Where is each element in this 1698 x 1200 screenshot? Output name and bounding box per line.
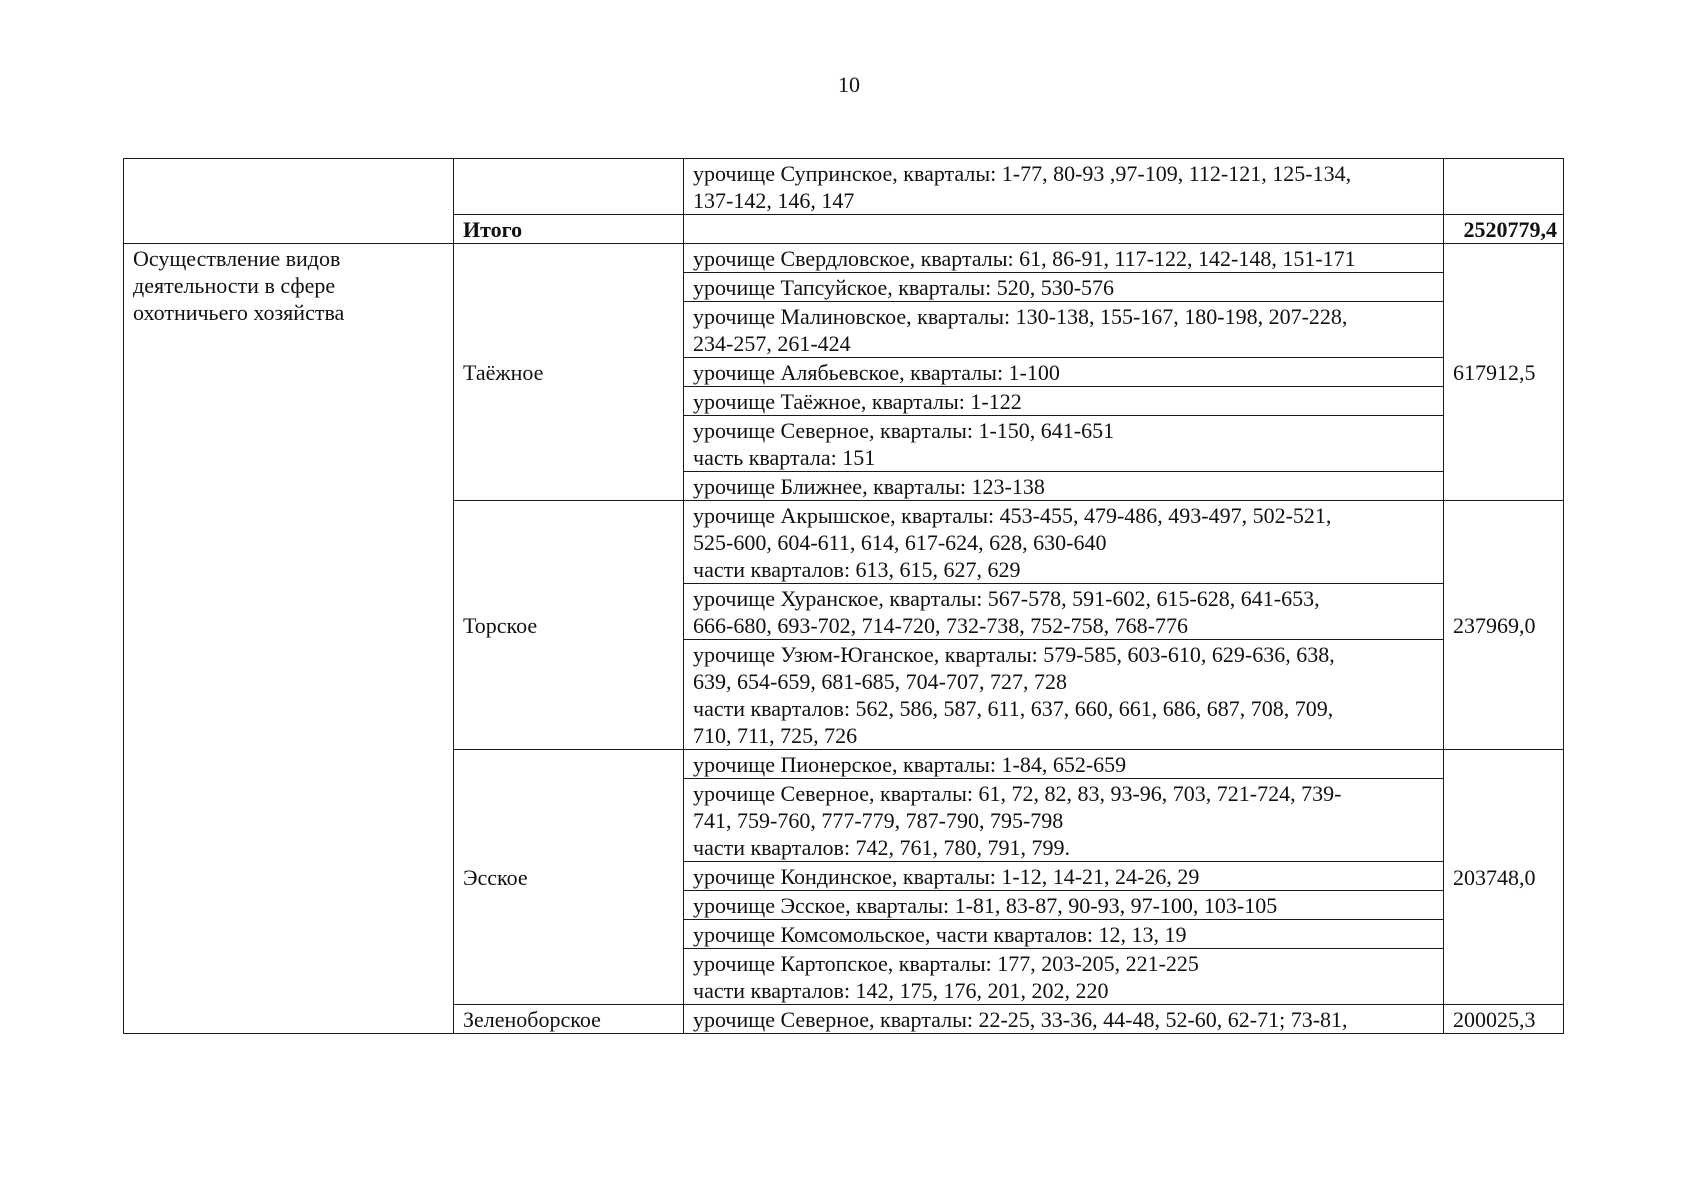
tract-cell xyxy=(684,273,1444,302)
tract-cell xyxy=(684,1005,1444,1034)
tract-line: урочище Малиновское, кварталы: 130-138, 155-167, 180-198, 207-228, xyxy=(693,304,1348,329)
tract-cell xyxy=(684,891,1444,920)
tract-line: урочище Северное, кварталы: 1-150, 641-651 xyxy=(693,418,1115,443)
tract-line: урочище Комсомольское, части кварталов: 12, 13, 19 xyxy=(693,922,1187,947)
tract-line: урочище Узюм-Юганское, кварталы: 579-585, 603-610, 629-636, 638, xyxy=(693,642,1335,667)
tract-line: 137-142, 146, 147 xyxy=(693,188,855,213)
tract-line: 639, 654-659, 681-685, 704-707, 727, 728 xyxy=(693,669,1067,694)
tract-cell xyxy=(684,416,1444,472)
activity-line: Осуществление видов xyxy=(133,246,341,271)
forestry-name-cell: Зеленоборское xyxy=(454,1005,684,1034)
tract-line: часть квартала: 151 xyxy=(693,445,876,470)
activity-line: деятельности в сфере xyxy=(133,273,336,298)
area-value-cell: 203748,0 xyxy=(1444,750,1564,1005)
tract-line: урочище Северное, кварталы: 61, 72, 82, 83, 93-96, 703, 721-724, 739- xyxy=(693,781,1342,806)
tract-line: урочище Свердловское, кварталы: 61, 86-91, 117-122, 142-148, 151-171 xyxy=(693,246,1356,271)
hunting-grounds-table xyxy=(123,158,1564,1034)
total-tract-empty xyxy=(684,215,1444,244)
area-value-cell: 617912,5 xyxy=(1444,244,1564,501)
area-cell-empty xyxy=(1444,159,1564,215)
area-value-cell: 237969,0 xyxy=(1444,501,1564,750)
tract-cell xyxy=(684,779,1444,862)
tract-line: 710, 711, 725, 726 xyxy=(693,723,858,748)
tract-line: 666-680, 693-702, 714-720, 732-738, 752-758, 768-776 xyxy=(693,613,1188,638)
forestry-name-cell: Эсское xyxy=(454,750,684,1005)
tract-line: части кварталов: 742, 761, 780, 791, 799. xyxy=(693,835,1071,860)
tract-cell xyxy=(684,862,1444,891)
tract-line: части кварталов: 142, 175, 176, 201, 202, 220 xyxy=(693,978,1109,1003)
tract-cell xyxy=(684,159,1444,215)
tract-line: 525-600, 604-611, 614, 617-624, 628, 630-640 xyxy=(693,530,1107,555)
total-value: 2520779,4 xyxy=(1444,215,1564,244)
activity-cell xyxy=(124,244,454,1034)
tract-cell xyxy=(684,750,1444,779)
tract-line: урочище Кондинское, кварталы: 1-12, 14-21, 24-26, 29 xyxy=(693,864,1200,889)
tract-line: 741, 759-760, 777-779, 787-790, 795-798 xyxy=(693,808,1064,833)
tract-cell xyxy=(684,640,1444,750)
tract-line: части кварталов: 613, 615, 627, 629 xyxy=(693,557,1021,582)
forestry-cell-empty xyxy=(454,159,684,215)
table-row-continuation xyxy=(124,159,1564,215)
forestry-name-cell: Таёжное xyxy=(454,244,684,501)
tract-cell xyxy=(684,584,1444,640)
tract-line: урочище Акрышское, кварталы: 453-455, 479-486, 493-497, 502-521, xyxy=(693,503,1332,528)
tract-line: урочище Супринское, кварталы: 1-77, 80-93 ,97-109, 112-121, 125-134, xyxy=(693,161,1352,186)
tract-line: урочище Таёжное, кварталы: 1-122 xyxy=(693,389,1022,414)
tract-cell xyxy=(684,302,1444,358)
tract-line: урочище Ближнее, кварталы: 123-138 xyxy=(693,474,1045,499)
tract-cell xyxy=(684,920,1444,949)
tract-line: 234-257, 261-424 xyxy=(693,331,851,356)
tract-cell xyxy=(684,501,1444,584)
tract-line: урочище Эсское, кварталы: 1-81, 83-87, 90-93, 97-100, 103-105 xyxy=(693,893,1278,918)
tract-line: урочище Тапсуйское, кварталы: 520, 530-576 xyxy=(693,275,1115,300)
tract-cell xyxy=(684,244,1444,273)
tract-line: урочище Картопское, кварталы: 177, 203-205, 221-225 xyxy=(693,951,1199,976)
tract-cell xyxy=(684,358,1444,387)
tract-line: части кварталов: 562, 586, 587, 611, 637, 660, 661, 686, 687, 708, 709, xyxy=(693,696,1334,721)
activity-cell-empty xyxy=(124,159,454,244)
forestry-name-cell: Торское xyxy=(454,501,684,750)
page-number: 10 xyxy=(838,72,860,97)
tract-line: урочище Алябьевское, кварталы: 1-100 xyxy=(693,360,1060,385)
total-label: Итого xyxy=(454,215,684,244)
tract-cell xyxy=(684,472,1444,501)
tract-line: урочище Пионерское, кварталы: 1-84, 652-659 xyxy=(693,752,1127,777)
table-row xyxy=(124,244,1564,273)
area-value-cell: 200025,3 xyxy=(1444,1005,1564,1034)
activity-line: охотничьего хозяйства xyxy=(133,300,345,325)
tract-line: урочище Хуранское, кварталы: 567-578, 591-602, 615-628, 641-653, xyxy=(693,586,1320,611)
tract-cell xyxy=(684,949,1444,1005)
tract-cell xyxy=(684,387,1444,416)
table-body xyxy=(124,159,1564,1034)
tract-line: урочище Северное, кварталы: 22-25, 33-36, 44-48, 52-60, 62-71; 73-81, xyxy=(693,1007,1348,1032)
